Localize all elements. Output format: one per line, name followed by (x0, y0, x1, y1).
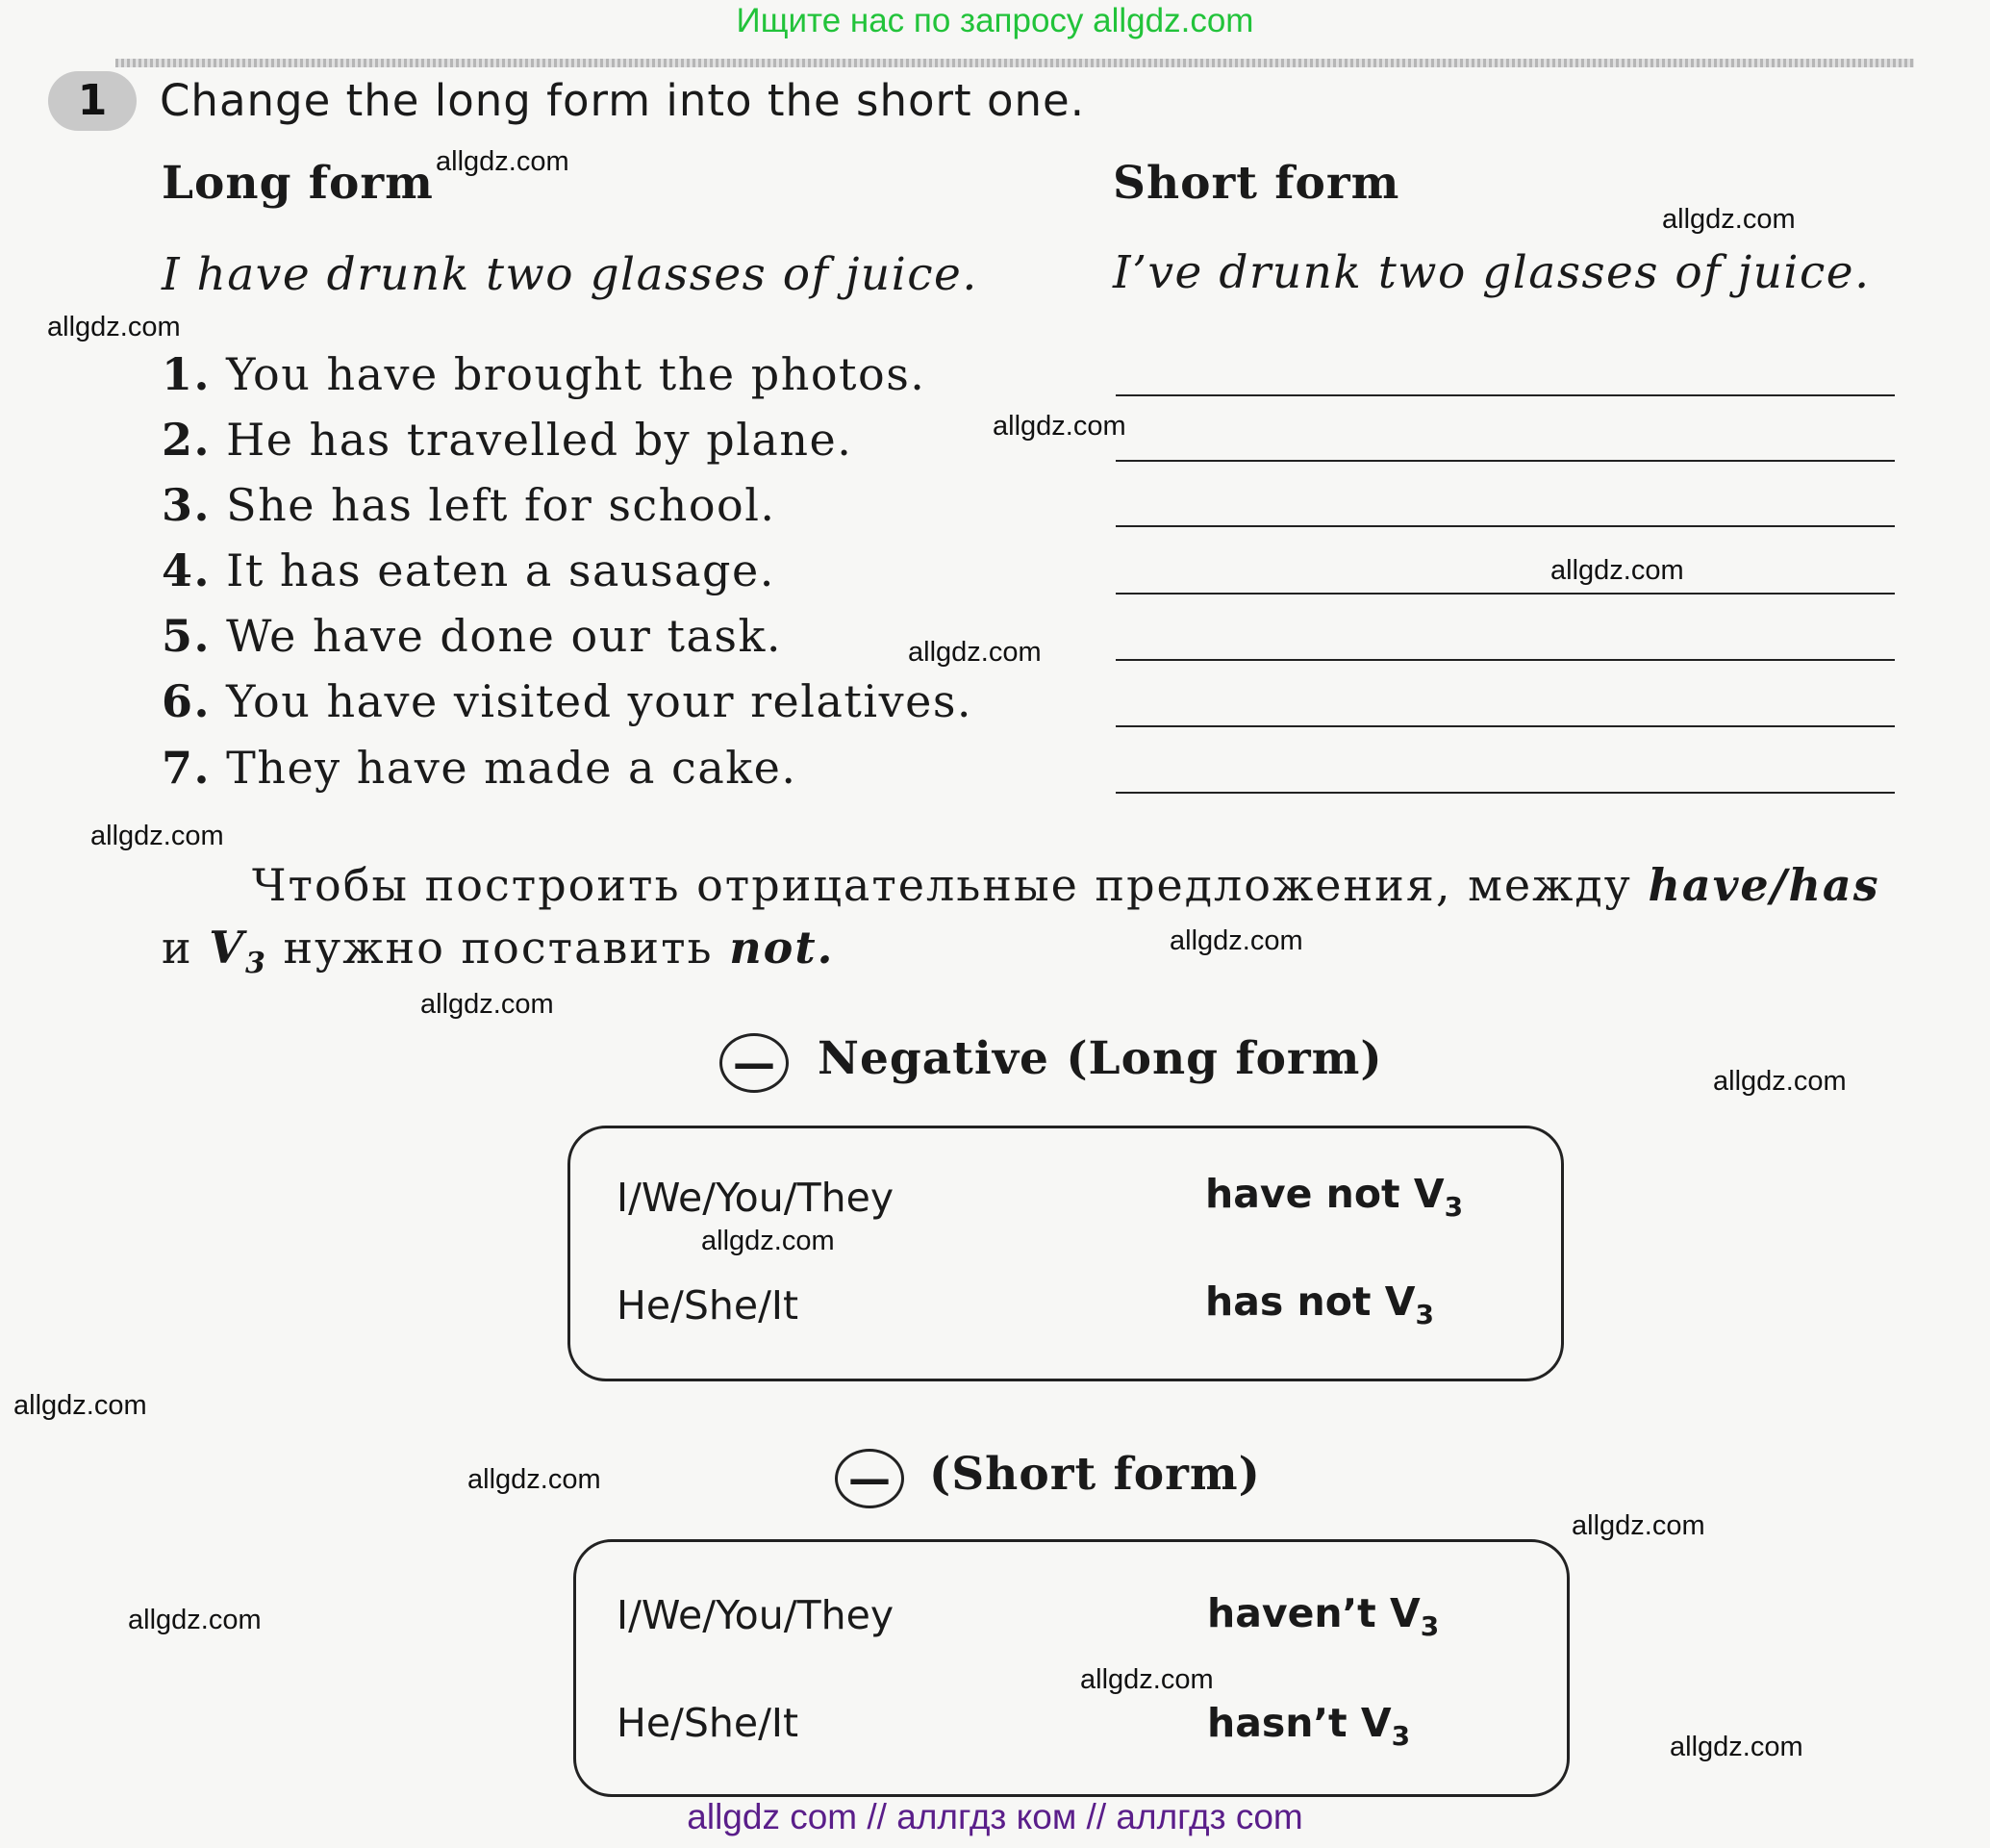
example-short: I’ve drunk two glasses of juice. (1113, 246, 1871, 299)
rule-line-2 (162, 922, 835, 980)
form-text: have not V (1205, 1171, 1445, 1217)
watermark: allgdz.com (1572, 1510, 1705, 1541)
subject-cell: I/We/You/They (617, 1592, 894, 1638)
example-long: I have drunk two glasses of juice. (162, 248, 978, 301)
item-number: 3. (162, 479, 212, 531)
negative-short-table (573, 1539, 1570, 1797)
rule-line-2-and: и (162, 922, 193, 974)
exercise-item (162, 675, 972, 727)
exercise-number-badge: 1 (48, 71, 137, 131)
item-text: We have done our task. (226, 610, 782, 662)
item-number: 4. (162, 544, 212, 596)
item-text: He has travelled by plane. (226, 414, 853, 466)
watermark: allgdz.com (1550, 555, 1684, 586)
rule-v-sub: 3 (245, 947, 267, 981)
watermark: allgdz.com (90, 821, 224, 851)
exercise-item (162, 348, 925, 400)
watermark: allgdz.com (993, 411, 1126, 442)
answer-blank-1[interactable] (1116, 394, 1895, 396)
watermark: allgdz.com (1170, 925, 1303, 956)
answer-blank-5[interactable] (1116, 659, 1895, 661)
exercise-item (162, 414, 852, 466)
answer-blank-4[interactable] (1116, 593, 1895, 595)
negative-long-title: Negative (Long form) (818, 1032, 1383, 1085)
rule-emphasis-not: not. (729, 922, 835, 974)
rule-line-1-text: Чтобы построить отрицательные предложения, между (252, 859, 1632, 911)
watermark: allgdz.com (420, 989, 554, 1020)
subject-cell: He/She/It (617, 1282, 799, 1329)
subject-cell: He/She/It (617, 1700, 799, 1746)
item-number: 7. (162, 742, 212, 794)
watermark: allgdz.com (436, 146, 569, 177)
watermark: allgdz.com (47, 312, 181, 342)
long-form-heading: Long form (162, 157, 434, 210)
exercise-item (162, 544, 775, 596)
watermark: allgdz.com (467, 1464, 601, 1495)
form-cell (1207, 1700, 1410, 1752)
subject-cell: I/We/You/They (617, 1175, 894, 1221)
watermark: allgdz.com (908, 637, 1042, 668)
minus-circle-icon: — (835, 1449, 904, 1508)
site-banner-top[interactable]: Ищите нас по запросу allgdz.com (736, 2, 1254, 39)
form-cell (1205, 1278, 1434, 1330)
watermark: allgdz.com (13, 1390, 147, 1421)
minus-circle-icon: — (719, 1033, 789, 1093)
top-divider (115, 59, 1914, 67)
item-text: It has eaten a sausage. (226, 544, 775, 596)
answer-blank-2[interactable] (1116, 460, 1895, 462)
exercise-item (162, 610, 782, 662)
item-number: 2. (162, 414, 212, 466)
watermark: allgdz.com (1713, 1066, 1847, 1097)
short-form-heading: Short form (1113, 157, 1400, 210)
site-banner-bottom[interactable]: allgdz com // аллгдз ком // аллгдз com (687, 1797, 1303, 1836)
negative-short-title: (Short form) (929, 1448, 1261, 1501)
watermark: allgdz.com (1080, 1664, 1214, 1695)
form-text: hasn’t V (1207, 1700, 1392, 1746)
watermark: allgdz.com (1670, 1732, 1803, 1762)
exercise-instruction: Change the long form into the short one. (160, 75, 1086, 126)
rule-v: V (209, 922, 245, 974)
form-cell (1207, 1590, 1439, 1642)
form-sub: 3 (1444, 1191, 1464, 1224)
answer-blank-7[interactable] (1116, 792, 1895, 794)
watermark: allgdz.com (701, 1226, 835, 1256)
form-text: has not V (1205, 1278, 1416, 1325)
exercise-item (162, 742, 796, 794)
rule-line-1 (252, 859, 1880, 911)
form-text: haven’t V (1207, 1590, 1421, 1636)
rule-emphasis-have-has: have/has (1648, 859, 1880, 911)
item-text: You have visited your relatives. (226, 675, 973, 727)
form-sub: 3 (1420, 1610, 1440, 1643)
answer-blank-3[interactable] (1116, 525, 1895, 527)
watermark: allgdz.com (128, 1605, 262, 1635)
watermark: allgdz.com (1662, 204, 1796, 235)
item-number: 5. (162, 610, 212, 662)
item-text: You have brought the photos. (226, 348, 926, 400)
item-number: 1. (162, 348, 212, 400)
answer-blank-6[interactable] (1116, 725, 1895, 727)
form-sub: 3 (1391, 1720, 1411, 1753)
exercise-item (162, 479, 776, 531)
form-sub: 3 (1415, 1299, 1434, 1331)
form-cell (1205, 1171, 1463, 1223)
item-text: They have made a cake. (226, 742, 797, 794)
item-text: She has left for school. (226, 479, 776, 531)
rule-line-2-text: нужно поставить (283, 922, 714, 974)
item-number: 6. (162, 675, 212, 727)
